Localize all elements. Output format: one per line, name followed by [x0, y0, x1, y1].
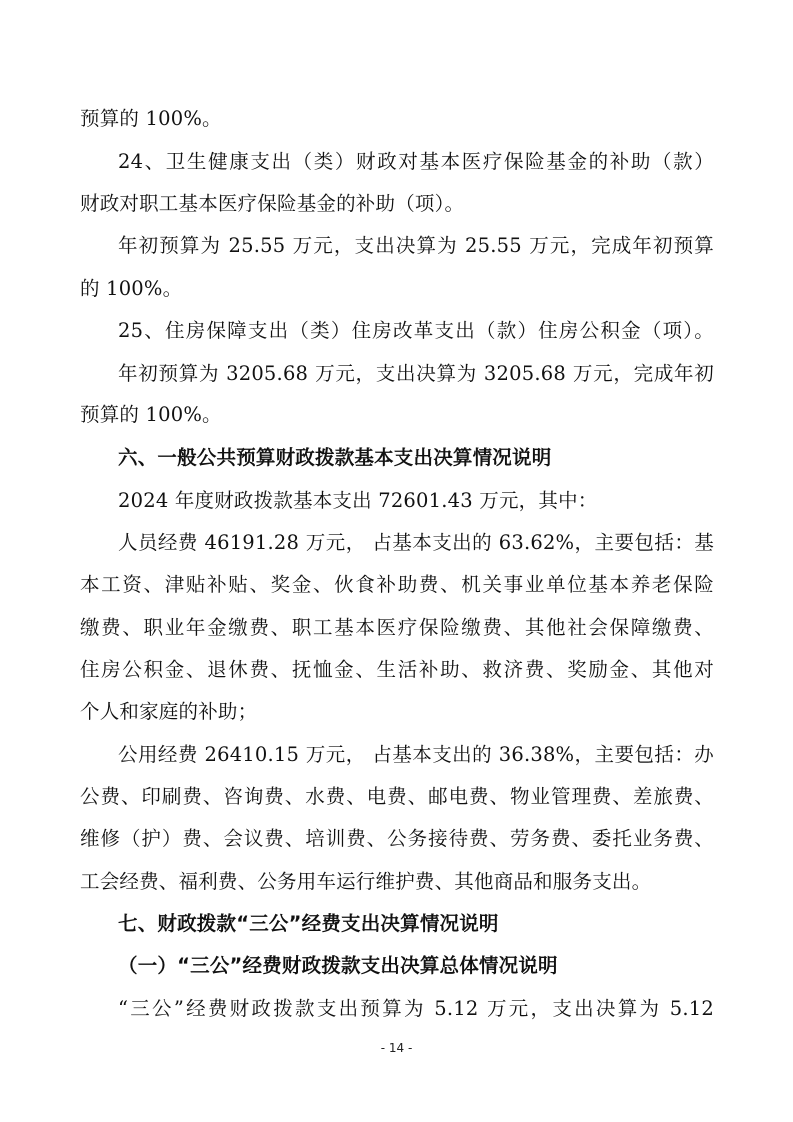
section-6-intro: 2024 年度财政拨款基本支出 72601.43 万元，其中： — [118, 489, 598, 512]
item-25-body: 年初预算为 3205.68 万元，支出决算为 3205.68 万元，完成年初 — [118, 362, 714, 385]
personnel-expense-para-l4: 住房公积金、退休费、抚恤金、生活补助、救济费、奖励金、其他对 — [80, 658, 714, 681]
personnel-expense-para-l3: 缴费、职业年金缴费、职工基本医疗保险缴费、其他社会保障缴费、 — [80, 616, 714, 639]
item-24-body: 年初预算为 25.55 万元，支出决算为 25.55 万元，完成年初预算 — [118, 234, 714, 257]
page-number: - 14 - — [380, 1041, 413, 1055]
section-6-heading: 六、一般公共预算财政拨款基本支出决算情况说明 — [118, 446, 552, 469]
personnel-expense-para-l5: 个人和家庭的补助； — [80, 700, 258, 723]
personnel-expense-para: 人员经费 46191.28 万元， 占基本支出的 63.62%，主要包括：基 — [118, 531, 714, 554]
subsection-1-heading: （一）“三公”经费财政拨款支出决算总体情况说明 — [118, 954, 558, 977]
section-7-heading: 七、财政拨款“三公”经费支出决算情况说明 — [118, 912, 499, 935]
public-expense-para: 公用经费 26410.15 万元， 占基本支出的 36.38%，主要包括：办 — [118, 743, 714, 766]
paragraph-continuation: 预算的 100%。 — [80, 107, 222, 130]
personnel-expense-para-l2: 本工资、津贴补贴、奖金、伙食补助费、机关事业单位基本养老保险 — [80, 573, 714, 596]
item-25-body-cont: 预算的 100%。 — [80, 403, 222, 426]
public-expense-para-l3: 维修（护）费、会议费、培训费、公务接待费、劳务费、委托业务费、 — [80, 827, 714, 850]
public-expense-para-l2: 公费、印刷费、咨询费、水费、电费、邮电费、物业管理费、差旅费、 — [80, 785, 714, 808]
three-public-expense-para: “三公”经费财政拨款支出预算为 5.12 万元，支出决算为 5.12 — [118, 997, 714, 1020]
item-24-heading: 24、卫生健康支出（类）财政对基本医疗保险基金的补助（款） — [118, 150, 714, 173]
public-expense-para-l4: 工会经费、福利费、公务用车运行维护费、其他商品和服务支出。 — [80, 870, 652, 893]
item-25-heading: 25、住房保障支出（类）住房改革支出（款）住房公积金（项）。 — [118, 319, 714, 342]
item-24-heading-cont: 财政对职工基本医疗保险基金的补助（项）。 — [80, 192, 465, 215]
item-24-body-cont: 的 100%。 — [80, 277, 183, 300]
